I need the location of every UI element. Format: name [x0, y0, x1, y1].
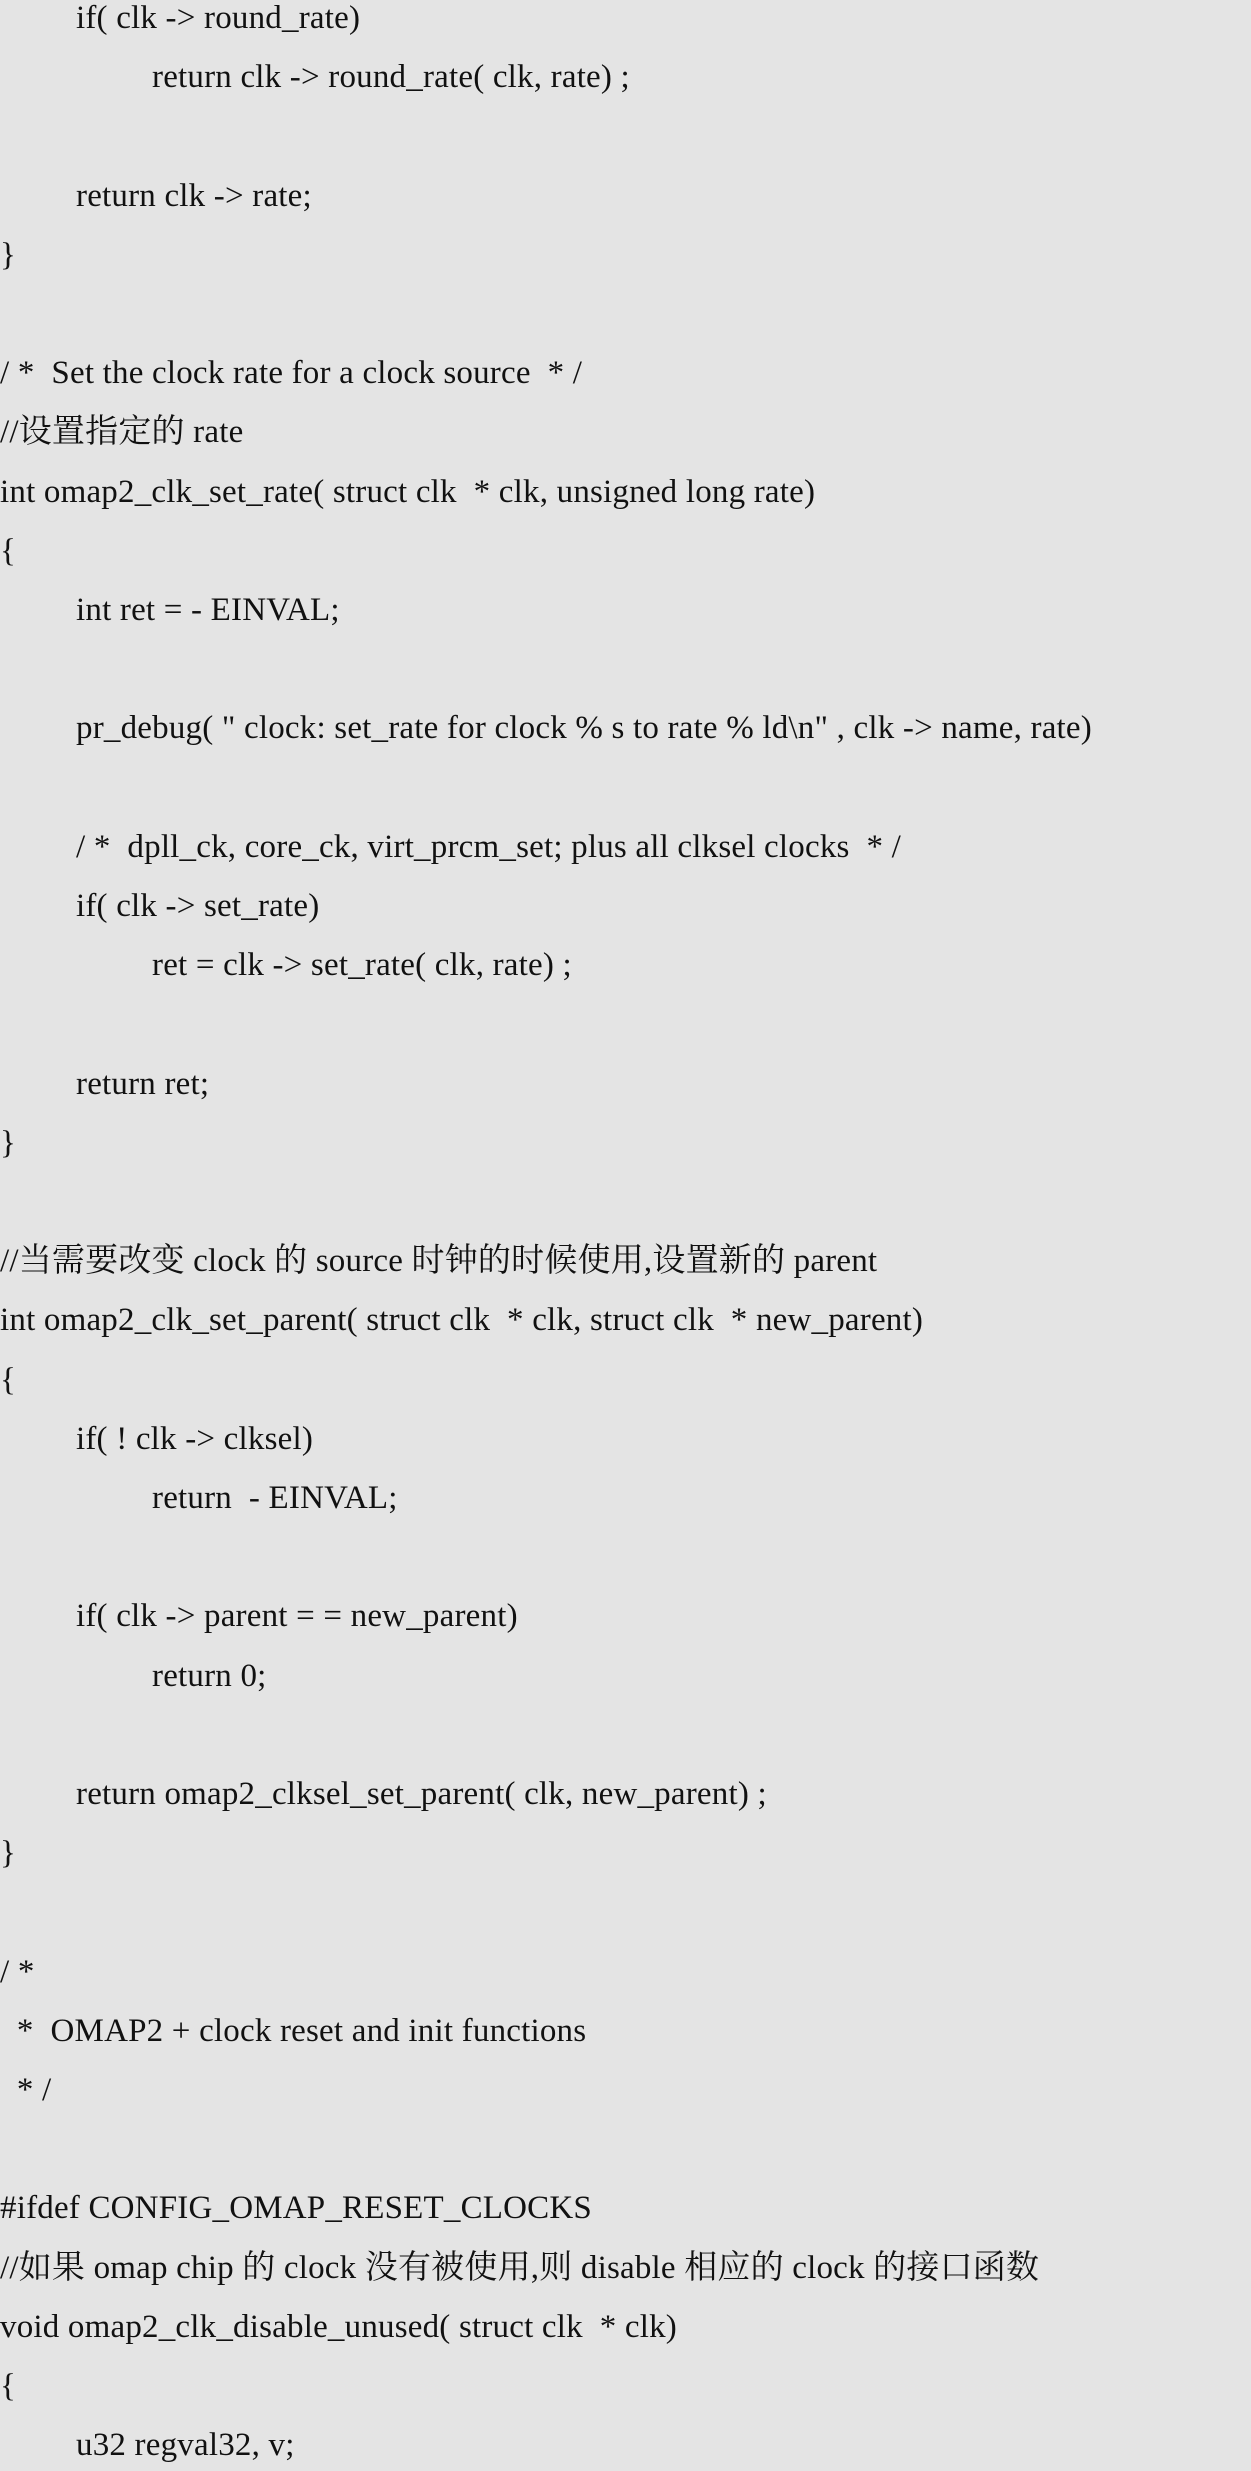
code-line: / * — [0, 1953, 35, 1990]
code-line: { — [0, 2368, 17, 2404]
code-line: { — [0, 1361, 17, 1398]
code-line: //设置指定的 rate — [0, 414, 244, 451]
code-line: } — [0, 1124, 17, 1161]
code-line: //当需要改变 clock 的 source 时钟的时候使用,设置新的 parent — [0, 1243, 878, 1280]
code-line: ret = clk -> set_rate( clk, rate) ; — [152, 947, 572, 984]
code-line: int ret = - EINVAL; — [76, 592, 340, 628]
code-line: if( clk -> round_rate) — [76, 0, 361, 36]
code-line: if( ! clk -> clksel) — [76, 1420, 314, 1457]
code-line: { — [0, 532, 17, 569]
code-line: / * Set the clock rate for a clock source * / — [0, 355, 583, 392]
code-line: u32 regval32, v; — [76, 2427, 295, 2464]
code-line: / * dpll_ck, core_ck, virt_prcm_set; plus all clksel clocks * / — [76, 828, 901, 865]
code-line: pr_debug( " clock: set_rate for clock % s to rate % ld\n" , clk -> name, rate) — [76, 710, 1092, 747]
code-line: if( clk -> set_rate) — [76, 888, 320, 924]
code-line: return ret; — [76, 1065, 210, 1102]
code-line: return omap2_clksel_set_parent( clk, new_parent) ; — [76, 1776, 767, 1812]
code-line: * OMAP2 + clock reset and init functions — [0, 2012, 587, 2049]
code-line: return clk -> rate; — [76, 177, 312, 214]
code-line: int omap2_clk_set_parent( struct clk * clk, struct clk * new_parent) — [0, 1302, 924, 1339]
code-line: #ifdef CONFIG_OMAP_RESET_CLOCKS — [0, 2190, 592, 2227]
code-line: return - EINVAL; — [152, 1480, 398, 1516]
code-line: void omap2_clk_disable_unused( struct clk * clk) — [0, 2308, 677, 2345]
code-line: * / — [0, 2072, 52, 2108]
code-line: return 0; — [152, 1657, 267, 1694]
code-line: if( clk -> parent = = new_parent) — [76, 1598, 518, 1635]
code-line: //如果 omap chip 的 clock 没有被使用,则 disable 相应的 clock 的接口函数 — [0, 2249, 1040, 2286]
code-line: int omap2_clk_set_rate( struct clk * clk, unsigned long rate) — [0, 473, 816, 510]
code-line: } — [0, 1835, 17, 1872]
code-line: return clk -> round_rate( clk, rate) ; — [152, 59, 630, 96]
code-line: } — [0, 236, 17, 273]
